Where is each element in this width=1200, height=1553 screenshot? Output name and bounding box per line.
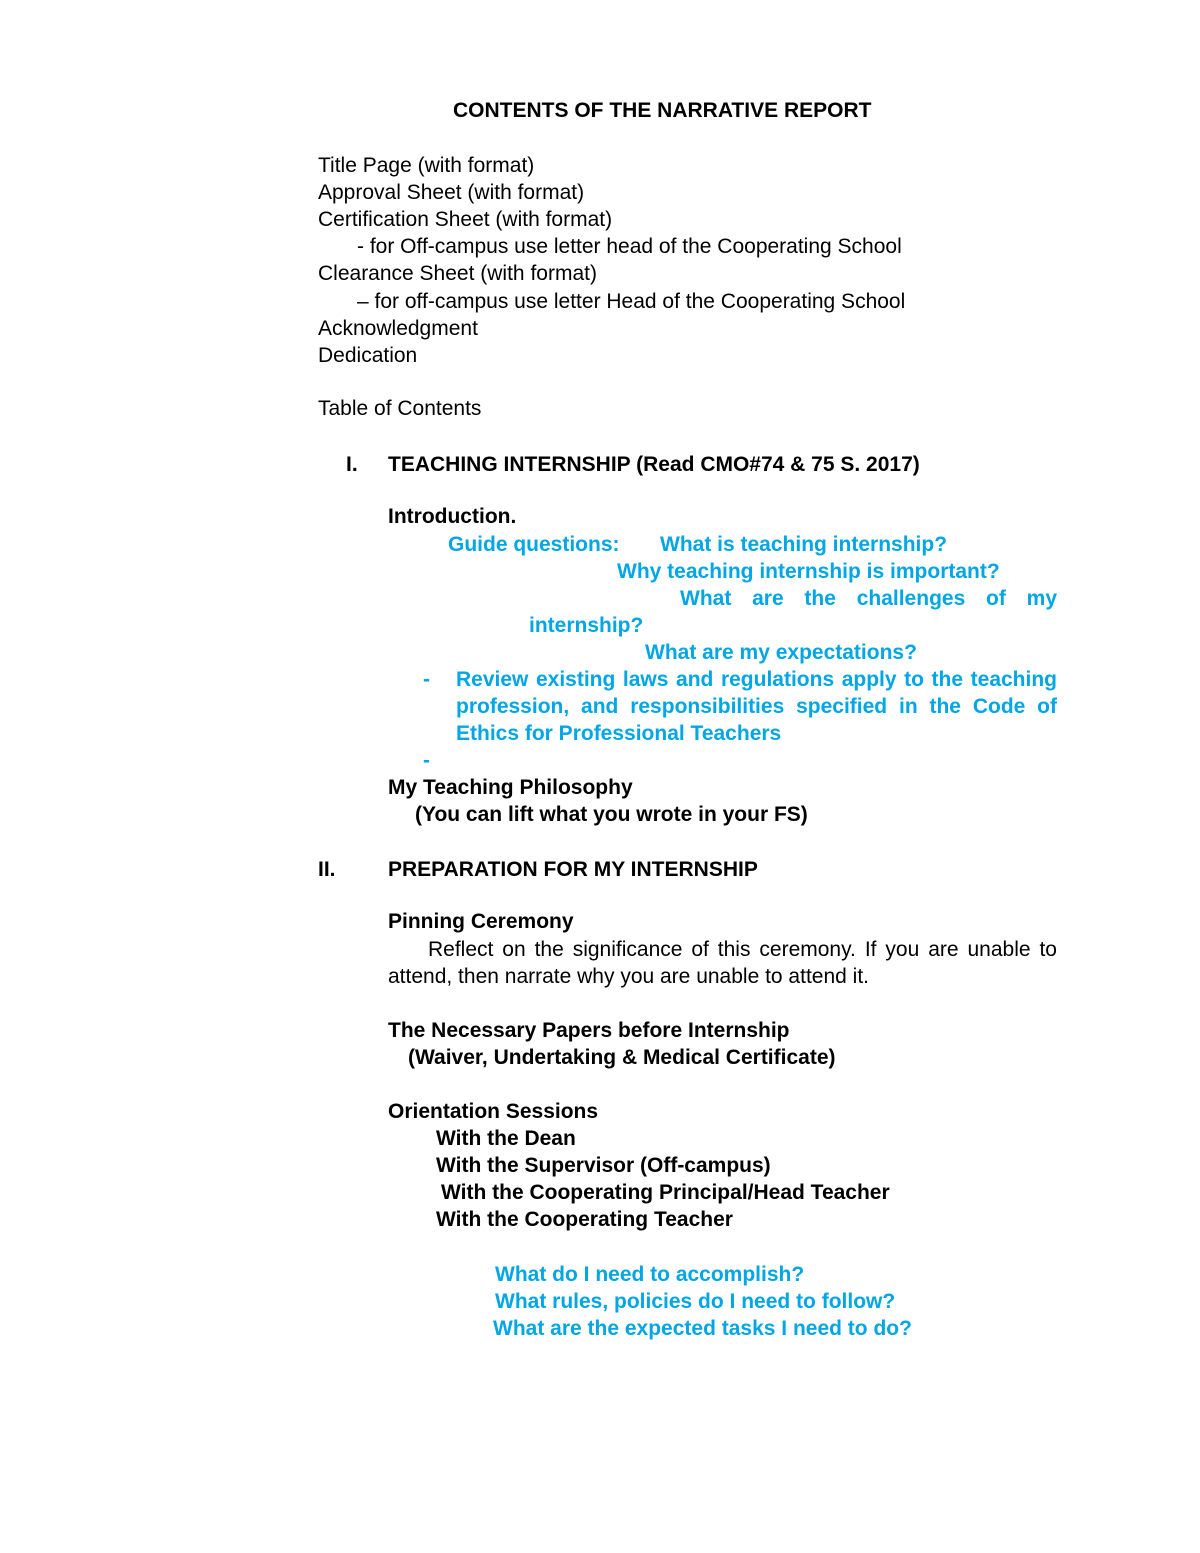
guide-question-line-1: What are the challenges of my: [680, 587, 1057, 610]
orientation-question: What do I need to accomplish?: [495, 1263, 805, 1286]
orientation-question: What are the expected tasks I need to do?: [493, 1317, 912, 1340]
empty-bullet-dash: -: [423, 749, 430, 772]
orientation-item: With the Cooperating Principal/Head Teacher: [441, 1181, 890, 1204]
orientation-item: With the Cooperating Teacher: [436, 1208, 733, 1231]
pinning-paragraph: Reflect on the significance of this ceremony. If you are unable to attend, then narrate why you are unable to attend it.: [388, 938, 1057, 988]
guide-question: Why teaching internship is important?: [617, 560, 1000, 583]
front-matter-item: Acknowledgment: [318, 317, 478, 340]
orientation-item: With the Supervisor (Off-campus): [436, 1154, 771, 1177]
subsection-heading: Pinning Ceremony: [388, 910, 574, 933]
subsection-note: (You can lift what you wrote in your FS): [415, 803, 808, 826]
front-matter-item: Clearance Sheet (with format): [318, 262, 597, 285]
front-matter-subnote: - for Off-campus use letter head of the Cooperating School: [357, 235, 902, 258]
guide-question: What are my expectations?: [645, 641, 917, 664]
front-matter-item: Table of Contents: [318, 397, 482, 420]
front-matter-item: Approval Sheet (with format): [318, 181, 585, 204]
bullet-dash: -: [423, 668, 430, 691]
subsection-heading: My Teaching Philosophy: [388, 776, 633, 799]
front-matter-item: Certification Sheet (with format): [318, 208, 613, 231]
section-number: I.: [346, 453, 358, 476]
guide-question: What is teaching internship?: [660, 533, 948, 556]
section-number: II.: [318, 858, 336, 881]
front-matter-subnote: – for off-campus use letter Head of the Cooperating School: [357, 290, 906, 313]
bullet-text: Review existing laws and regulations apply to the teaching profession, and responsibilities specified in the Code of Ethics for Professional Teachers: [456, 668, 1057, 745]
front-matter-item: Title Page (with format): [318, 154, 535, 177]
subsection-heading: The Necessary Papers before Internship: [388, 1019, 790, 1042]
subsection-note: (Waiver, Undertaking & Medical Certificate): [408, 1046, 836, 1069]
document-title: CONTENTS OF THE NARRATIVE REPORT: [453, 99, 872, 122]
guide-questions-label: Guide questions:: [448, 533, 620, 556]
section-heading: TEACHING INTERNSHIP (Read CMO#74 & 75 S. 2017): [388, 453, 920, 476]
front-matter-item: Dedication: [318, 344, 418, 367]
orientation-question: What rules, policies do I need to follow?: [495, 1290, 896, 1313]
subsection-heading: Introduction.: [388, 505, 517, 528]
guide-question-line-2: internship?: [529, 614, 644, 637]
section-heading: PREPARATION FOR MY INTERNSHIP: [388, 858, 758, 881]
subsection-heading: Orientation Sessions: [388, 1100, 599, 1123]
orientation-item: With the Dean: [436, 1127, 576, 1150]
